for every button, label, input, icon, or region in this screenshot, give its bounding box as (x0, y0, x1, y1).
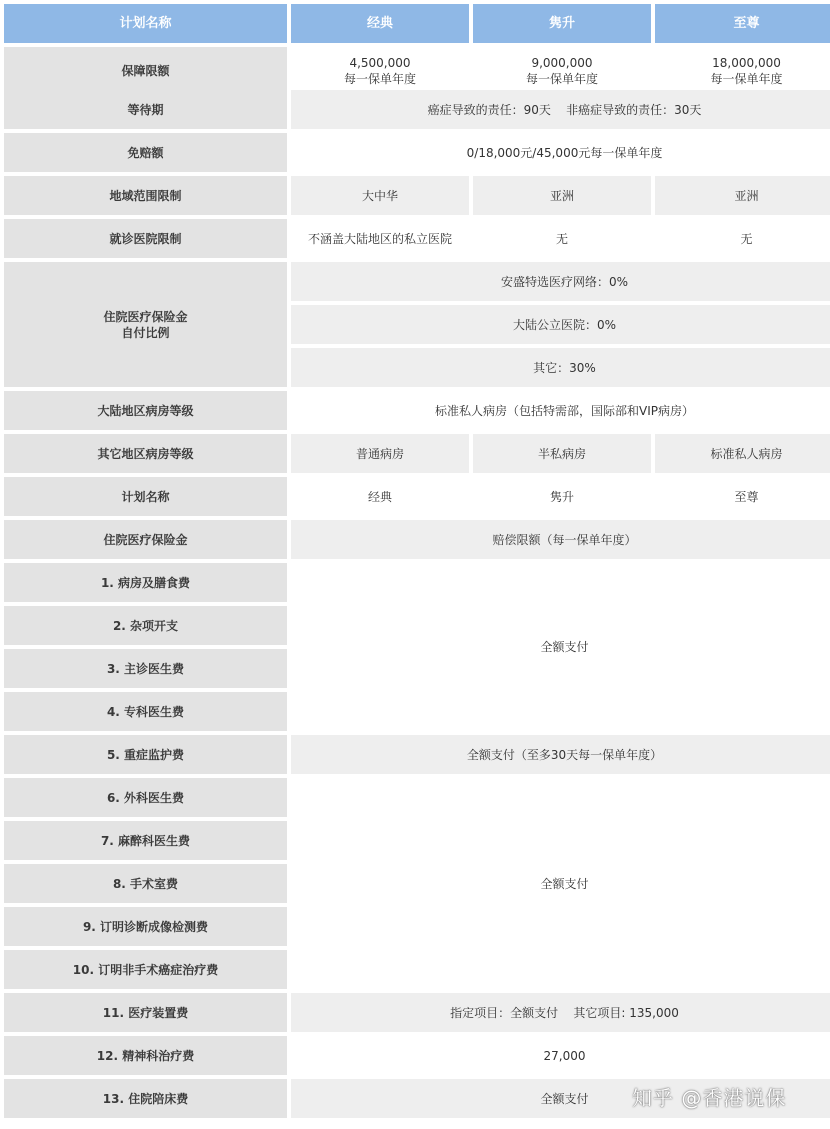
other-ward-label: 其它地区病房等级 (4, 434, 287, 473)
inpatient-label: 住院医疗保险金 (4, 520, 287, 559)
limit-classic (291, 47, 469, 95)
benefit-icu-value: 全额支付（至多30天每一保单年度） (291, 735, 830, 774)
limit-advanced (473, 47, 651, 95)
hospital-label: 就诊医院限制 (4, 219, 287, 258)
limit-advanced-amount: 9,000,000 (531, 56, 593, 70)
benefit-devices-value: 指定项目：全额支付 其它项目: 135,000 (291, 993, 830, 1032)
hospital-supreme: 无 (655, 219, 830, 258)
plan-name-repeat-supreme: 至尊 (655, 477, 830, 516)
hospital-classic: 不涵盖大陆地区的私立医院 (291, 219, 469, 258)
benefit-companion-value: 全额支付 (291, 1079, 830, 1118)
mainland-ward-value: 标准私人病房（包括特需部，国际部和VIP病房） (291, 391, 830, 430)
benefit-full-pay-6-10: 全额支付 (291, 778, 830, 989)
limit-supreme-amount: 18,000,000 (712, 56, 781, 70)
benefit-item-11: 11. 医疗装置费 (4, 993, 287, 1032)
limit-label: 保障限额 (4, 47, 287, 95)
deductible-value: 0/18,000元/45,000元每一保单年度 (291, 133, 830, 172)
benefit-item-6: 6. 外科医生费 (4, 778, 287, 817)
header-plan-advanced: 隽升 (473, 4, 651, 43)
benefit-psych-value: 27,000 (291, 1036, 830, 1075)
region-advanced: 亚洲 (473, 176, 651, 215)
benefit-item-4: 4. 专科医生费 (4, 692, 287, 731)
benefit-item-9: 9. 订明诊断成像检测费 (4, 907, 287, 946)
limit-classic-amount: 4,500,000 (349, 56, 411, 70)
inpatient-value: 赔偿限额（每一保单年度） (291, 520, 830, 559)
benefit-item-8: 8. 手术室费 (4, 864, 287, 903)
benefit-item-13: 13. 住院陪床费 (4, 1079, 287, 1118)
plan-name-repeat-classic: 经典 (291, 477, 469, 516)
copay-label-line1: 住院医疗保险金 (103, 309, 188, 324)
other-ward-supreme: 标准私人病房 (655, 434, 830, 473)
waiting-value: 癌症导致的责任：90天 非癌症导致的责任：30天 (291, 90, 830, 129)
plan-name-repeat-label: 计划名称 (4, 477, 287, 516)
region-classic: 大中华 (291, 176, 469, 215)
watermark: 知乎 @香港说保 (632, 1086, 787, 1110)
limit-classic-period: 每一保单年度 (343, 72, 416, 86)
benefit-item-12: 12. 精神科治疗费 (4, 1036, 287, 1075)
deductible-label: 免赔额 (4, 133, 287, 172)
other-ward-advanced: 半私病房 (473, 434, 651, 473)
benefit-item-1: 1. 病房及膳食费 (4, 563, 287, 602)
limit-supreme-period: 每一保单年度 (710, 72, 783, 86)
limit-supreme (655, 47, 830, 95)
region-supreme: 亚洲 (655, 176, 830, 215)
copay-network: 安盛特选医疗网络：0% (291, 262, 830, 301)
benefit-item-5: 5. 重症监护费 (4, 735, 287, 774)
benefit-item-10: 10. 订明非手术癌症治疗费 (4, 950, 287, 989)
hospital-advanced: 无 (473, 219, 651, 258)
copay-label-line2: 自付比例 (121, 325, 170, 340)
benefit-full-pay-1-4: 全额支付 (291, 563, 830, 731)
other-ward-classic: 普通病房 (291, 434, 469, 473)
mainland-ward-label: 大陆地区病房等级 (4, 391, 287, 430)
waiting-label: 等待期 (4, 90, 287, 129)
plan-name-repeat-advanced: 隽升 (473, 477, 651, 516)
limit-advanced-period: 每一保单年度 (525, 72, 598, 86)
region-label: 地域范围限制 (4, 176, 287, 215)
copay-other: 其它：30% (291, 348, 830, 387)
benefit-item-3: 3. 主诊医生费 (4, 649, 287, 688)
header-plan-supreme: 至尊 (655, 4, 830, 43)
header-plan-classic: 经典 (291, 4, 469, 43)
header-plan-name: 计划名称 (4, 4, 287, 43)
copay-label (4, 262, 287, 387)
benefit-item-7: 7. 麻醉科医生费 (4, 821, 287, 860)
copay-mainland: 大陆公立医院：0% (291, 305, 830, 344)
benefit-item-2: 2. 杂项开支 (4, 606, 287, 645)
